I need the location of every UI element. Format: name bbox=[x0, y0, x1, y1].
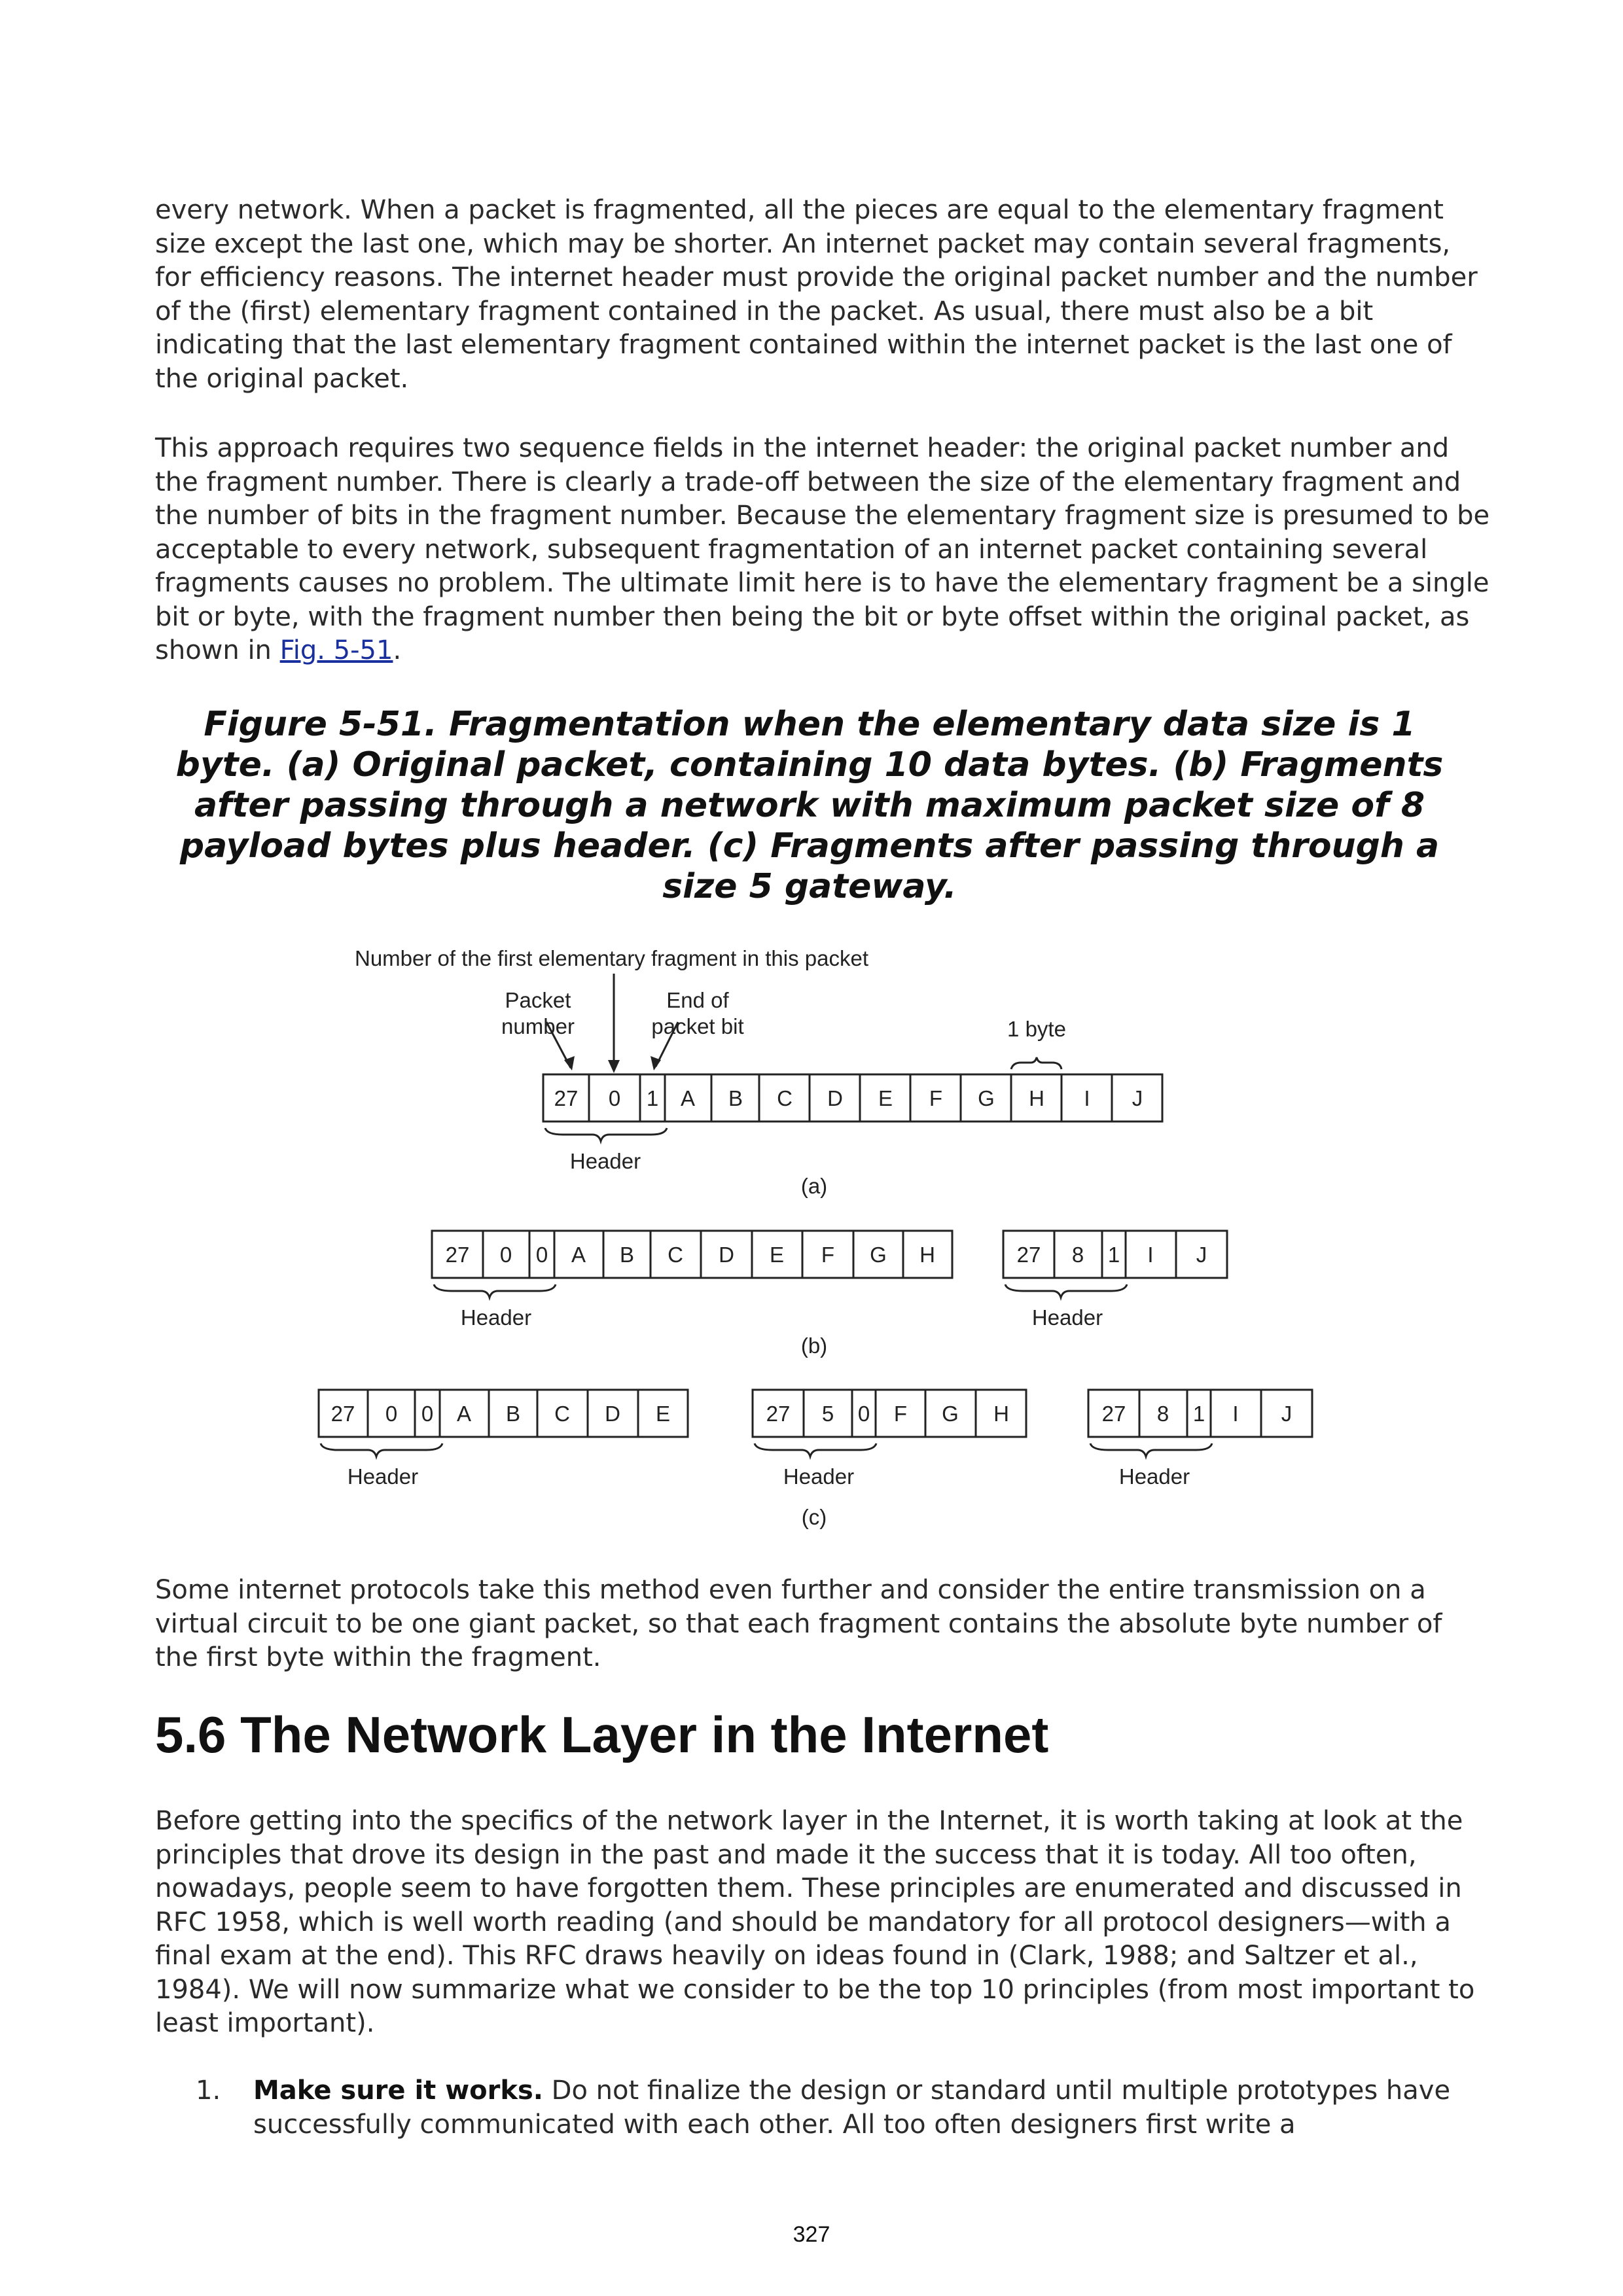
cell-a-6: C bbox=[777, 1086, 793, 1110]
cell-c3-1: 27 bbox=[1101, 1402, 1126, 1426]
cell-b1-1: 27 bbox=[445, 1243, 470, 1267]
label-header-c2: Header bbox=[783, 1464, 855, 1489]
cell-a-7: D bbox=[827, 1086, 843, 1110]
cell-b1-8: E bbox=[769, 1243, 785, 1267]
label-a: (a) bbox=[800, 1174, 828, 1198]
label-header-c1: Header bbox=[347, 1464, 419, 1489]
list-item-title: Make sure it works. bbox=[253, 2075, 543, 2106]
figure-link[interactable]: Fig. 5-51 bbox=[279, 635, 393, 665]
label-packet-number-1: Packet bbox=[505, 988, 571, 1012]
label-header-c3: Header bbox=[1118, 1464, 1190, 1489]
cell-c3-5: J bbox=[1281, 1402, 1293, 1426]
section-heading: 5.6 The Network Layer in the Internet bbox=[155, 1706, 1049, 1763]
label-header-b1: Header bbox=[460, 1305, 532, 1330]
cell-c1-5: B bbox=[505, 1402, 521, 1426]
label-first-fragment: Number of the first elementary fragment in this packet bbox=[355, 946, 869, 970]
label-packet-number-2: number bbox=[501, 1014, 575, 1038]
cell-c3-3: 1 bbox=[1192, 1402, 1205, 1426]
label-end-of-1: End of bbox=[666, 988, 729, 1012]
cell-c1-2: 0 bbox=[385, 1402, 398, 1426]
label-header-a: Header bbox=[569, 1149, 641, 1173]
cell-b2-3: 1 bbox=[1107, 1243, 1120, 1267]
label-one-byte: 1 byte bbox=[1007, 1017, 1066, 1041]
cell-b2-4: I bbox=[1147, 1243, 1154, 1267]
cell-b1-9: F bbox=[821, 1243, 835, 1267]
cell-a-3: 1 bbox=[646, 1086, 659, 1110]
cell-b1-10: G bbox=[870, 1243, 887, 1267]
cell-a-13: J bbox=[1132, 1086, 1143, 1110]
cell-b1-2: 0 bbox=[499, 1243, 512, 1267]
cell-b1-11: H bbox=[919, 1243, 935, 1267]
paragraph-end: . bbox=[393, 635, 402, 665]
label-b: (b) bbox=[800, 1333, 828, 1358]
cell-b2-1: 27 bbox=[1016, 1243, 1041, 1267]
paragraph-sequence-fields-text: This approach requires two sequence fields in the internet header: the original packet number and the fragment number. There is clearly a trade-off between the size of the elementary fragment and the number of bits in the fragment number. Because the elementary fragment size is presumed to be acceptable to every network, subsequent fragmentation of an internet packet containing several fragments causes no problem. The ultimate limit here is to have the elementary fragment be a single bit or byte, with the fragment number then being the bit or byte offset within the original packet, as shown in bbox=[155, 433, 1490, 665]
cell-a-2: 0 bbox=[608, 1086, 621, 1110]
cell-c3-4: I bbox=[1232, 1402, 1239, 1426]
cell-b1-4: A bbox=[571, 1243, 586, 1267]
label-c: (c) bbox=[801, 1505, 827, 1529]
paragraph-giant-packet: Some internet protocols take this method even further and consider the entire transmission on a virtual circuit to be one giant packet, so that each fragment contains the absolute byte number of the first byte within the fragment. bbox=[155, 1575, 1442, 1672]
list-item bbox=[253, 2074, 1497, 2142]
cell-c2-1: 27 bbox=[766, 1402, 791, 1426]
cell-a-10: G bbox=[978, 1086, 995, 1110]
cell-a-8: E bbox=[878, 1086, 893, 1110]
fragmentation-diagram bbox=[0, 916, 1623, 1544]
cell-c2-5: G bbox=[942, 1402, 959, 1426]
cell-c1-3: 0 bbox=[421, 1402, 434, 1426]
cell-c2-2: 5 bbox=[821, 1402, 834, 1426]
cell-a-1: 27 bbox=[554, 1086, 579, 1110]
cell-a-4: A bbox=[680, 1086, 696, 1110]
cell-c3-2: 8 bbox=[1156, 1402, 1169, 1426]
cell-a-11: H bbox=[1029, 1086, 1044, 1110]
cell-c2-4: F bbox=[893, 1402, 908, 1426]
figure-caption: Figure 5-51. Fragmentation when the elementary data size is 1 byte. (a) Original packet, containing 10 data bytes. (b) Fragments after passing through a network with maximum packet size of 8 payload bytes plus header. (c) Fragments after passing through a size 5 gateway. bbox=[175, 705, 1444, 906]
cell-a-5: B bbox=[728, 1086, 743, 1110]
cell-b1-7: D bbox=[719, 1243, 734, 1267]
cell-c1-1: 27 bbox=[330, 1402, 355, 1426]
cell-b1-6: C bbox=[668, 1243, 683, 1267]
cell-b1-3: 0 bbox=[535, 1243, 548, 1267]
cell-b1-5: B bbox=[619, 1243, 635, 1267]
list-item-text: Do not finalize the design or standard until multiple prototypes have successfully communicated with each other. All too often designers first write a bbox=[253, 2075, 1451, 2140]
paragraph-fragment-size: every network. When a packet is fragmented, all the pieces are equal to the elementary fragment size except the last one, which may be shorter. An internet packet may contain several fragments, for efficiency reasons. The internet header must provide the original packet number and the number of the (first) elementary fragment contained in the packet. As usual, there must also be a bit indicating that the last elementary fragment contained within the internet packet is the last one of the original packet. bbox=[155, 195, 1478, 394]
paragraph-principles: Before getting into the specifics of the network layer in the Internet, it is worth taking at look at the principles that drove its design in the past and made it the success that it is today. All too often, nowadays, people seem to have forgotten them. These principles are enumerated and discussed in RFC 1958, which is well worth reading (and should be mandatory for all protocol designers—with a final exam at the end). This RFC draws heavily on ideas found in (Clark, 1988; and Saltzer et al., 1984). We will now summarize what we consider to be the top 10 principles (from most important to least important). bbox=[155, 1806, 1475, 2038]
cell-c1-4: A bbox=[456, 1402, 472, 1426]
cell-b2-2: 8 bbox=[1071, 1243, 1084, 1267]
cell-c2-6: H bbox=[993, 1402, 1009, 1426]
list-item-number: 1. bbox=[196, 2075, 221, 2106]
paragraph-sequence-fields bbox=[155, 432, 1490, 668]
label-header-b2: Header bbox=[1031, 1305, 1103, 1330]
cell-a-9: F bbox=[929, 1086, 943, 1110]
cell-c1-7: D bbox=[605, 1402, 620, 1426]
cell-c1-6: C bbox=[554, 1402, 570, 1426]
cell-a-12: I bbox=[1084, 1086, 1090, 1110]
label-end-of-2: packet bit bbox=[651, 1014, 744, 1038]
cell-b2-5: J bbox=[1196, 1243, 1207, 1267]
page-number: 327 bbox=[793, 2222, 830, 2247]
cell-c1-8: E bbox=[655, 1402, 671, 1426]
cell-c2-3: 0 bbox=[857, 1402, 870, 1426]
